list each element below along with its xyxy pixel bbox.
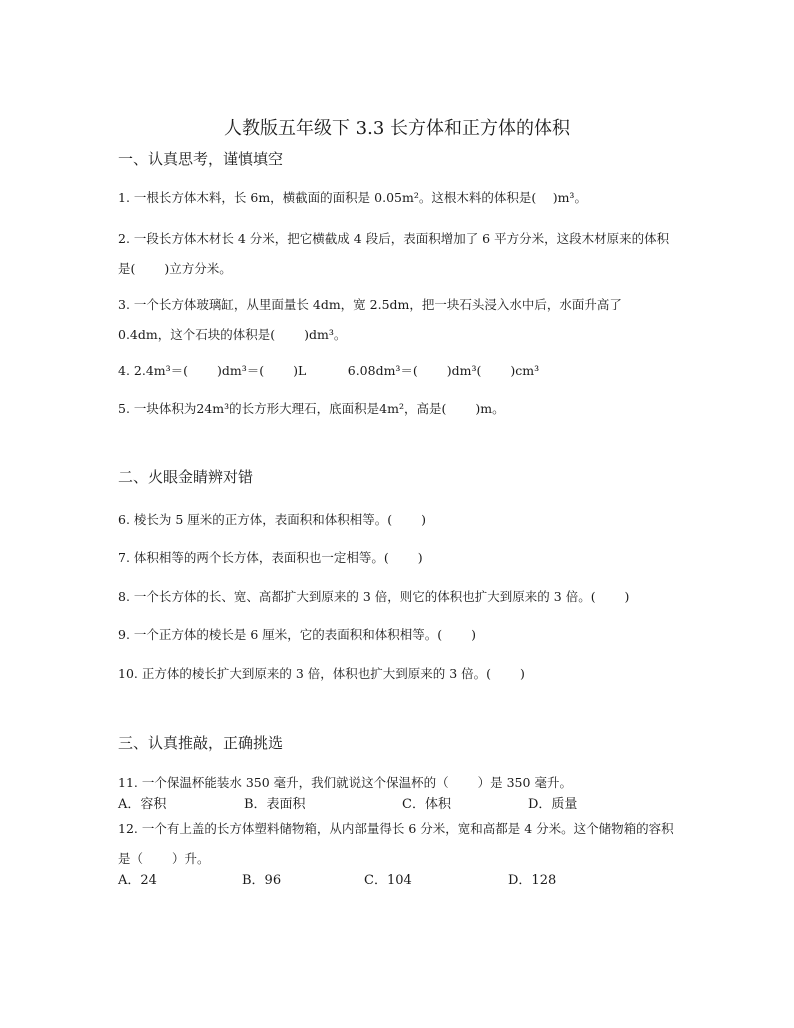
option-c: C．104 — [364, 873, 412, 888]
option-d: D．128 — [508, 873, 557, 888]
question-2: 2. 一段长方体木材长 4 分米，把它横截成 4 段后，表面积增加了 6 平方分米，这段木材原来的体积是( )立方分米。 — [118, 231, 670, 276]
question-3: 3. 一个长方体玻璃缸，从里面量长 4dm，宽 2.5dm，把一块石头浸入水中后，水面升高了 0.4dm，这个石块的体积是( )dm³。 — [118, 297, 622, 342]
option-c: C．体积 — [402, 797, 451, 812]
option-b: B．表面积 — [244, 797, 306, 812]
question-1: 1. 一根长方体木料，长 6m，横截面的面积是 0.05m²。这根木料的体积是( )m³。 — [118, 190, 587, 205]
option-a: A．容积 — [118, 797, 167, 812]
section-heading-fill-blank: 一、认真思考，谨慎填空 — [118, 150, 284, 168]
section-heading-multiple-choice: 三、认真推敲，正确挑选 — [118, 734, 284, 752]
option-a: A．24 — [118, 873, 157, 888]
question-5: 5. 一块体积为24m³的长方形大理石，底面积是4m²，高是( )m。 — [118, 401, 505, 416]
question-7: 7. 体积相等的两个长方体，表面积也一定相等。( ) — [118, 550, 423, 565]
option-b: B．96 — [242, 873, 282, 888]
question-11: 11. 一个保温杯能装水 350 毫升，我们就说这个保温杯的（ ）是 350 毫升。 — [118, 775, 572, 790]
page-title: 人教版五年级下 3.3 长方体和正方体的体积 — [223, 118, 571, 139]
question-9: 9. 一个正方体的棱长是 6 厘米，它的表面积和体积相等。( ) — [118, 627, 477, 642]
section-heading-true-false: 二、火眼金睛辨对错 — [118, 468, 254, 486]
question-4: 4. 2.4m³＝( )dm³＝( )L 6.08dm³＝( )dm³( )cm³ — [118, 363, 540, 378]
option-d: D．质量 — [528, 797, 578, 812]
question-8: 8. 一个长方体的长、宽、高都扩大到原来的 3 倍，则它的体积也扩大到原来的 3 倍。( ) — [118, 589, 630, 604]
question-6: 6. 棱长为 5 厘米的正方体，表面积和体积相等。( ) — [118, 512, 427, 527]
question-10: 10. 正方体的棱长扩大到原来的 3 倍，体积也扩大到原来的 3 倍。( ) — [118, 666, 525, 681]
question-12: 12. 一个有上盖的长方体塑料储物箱，从内部量得长 6 分米，宽和高都是 4 分米。这个储物箱的容积是（ ）升。 — [118, 821, 674, 866]
